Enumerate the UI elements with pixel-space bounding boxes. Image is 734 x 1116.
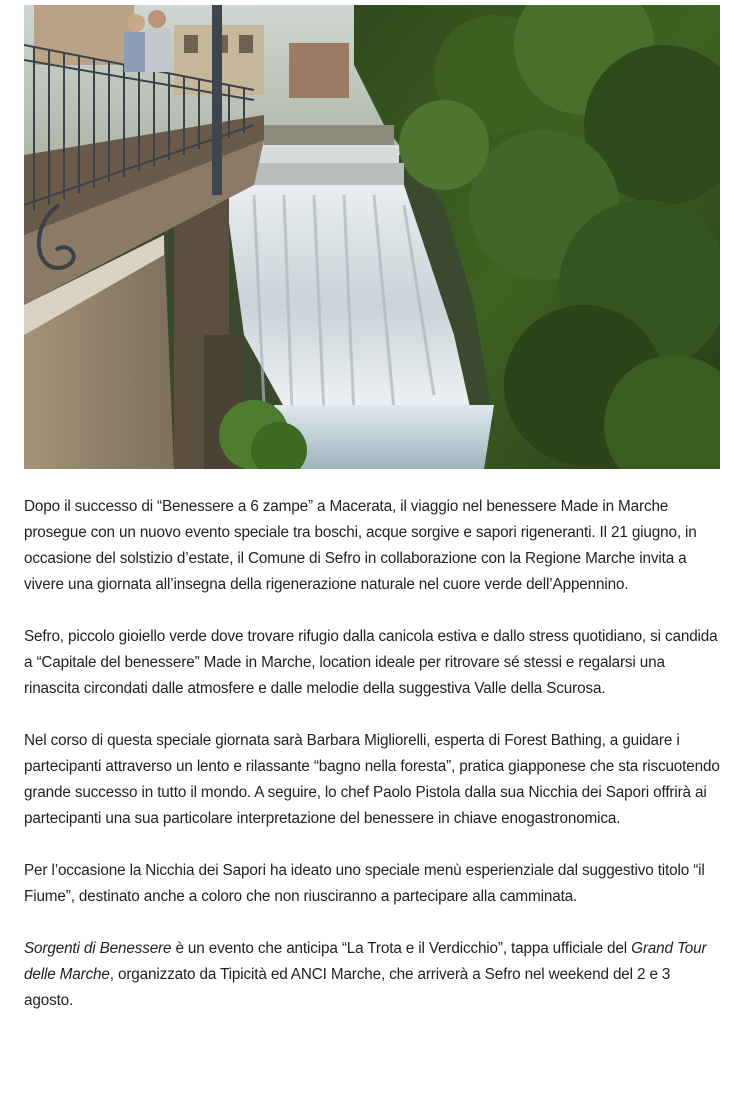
event-name-italic: Sorgenti di Benessere <box>24 940 172 957</box>
paragraph-4 <box>24 858 720 910</box>
paragraph-3 <box>24 728 720 832</box>
paragraph-5-text-a: è un evento che anticipa “La Trota e il Verdicchio”, tappa ufficiale del <box>171 940 632 957</box>
paragraph-3-text: Nel corso di questa speciale giornata sarà Barbara Migliorelli, esperta di Forest Bathing, a guidare i partecipanti attraverso un lento e rilassante “bagno nella foresta”, pratica giapponese che sta riscuotendo grande successo in tutto il mondo. A seguire, lo chef Paolo Pistola dalla sua Nicchia dei Sapori offrirà ai partecipanti una sua particolare interpretazione del benessere in chiave enogastronomica. <box>24 732 720 827</box>
paragraph-5 <box>24 936 720 1014</box>
paragraph-2 <box>24 624 720 702</box>
paragraph-1-text: Dopo il successo di “Benessere a 6 zampe” a Macerata, il viaggio nel benessere Made in Marche prosegue con un nuovo evento speciale tra boschi, acque sorgive e sapori rigeneranti. Il 21 giugno, in occasione del solstizio d’estate, il Comune di Sefro in collaborazione con la Regione Marche invita a vivere una giornata all’insegna della rigenerazione naturale nel cuore verde dell’Appennino. <box>24 498 697 593</box>
article-body <box>24 494 720 1040</box>
paragraph-4-text: Per l’occasione la Nicchia dei Sapori ha ideato uno speciale menù esperienziale dal suggestivo titolo “il Fiume”, destinato anche a coloro che non riusciranno a partecipare alla camminata. <box>24 862 705 905</box>
waterfall-photo <box>24 5 720 469</box>
tour-name-italic: Grand Tour delle Marche <box>24 940 707 983</box>
paragraph-5-text-b: , organizzato da Tipicità ed ANCI Marche, che arriverà a Sefro nel weekend del 2 e 3 agosto. <box>24 966 671 1009</box>
paragraph-1 <box>24 494 720 598</box>
paragraph-2-text: Sefro, piccolo gioiello verde dove trovare rifugio dalla canicola estiva e dallo stress quotidiano, si candida a “Capitale del benessere” Made in Marche, location ideale per ritrovare sé stessi e regalarsi una rinascita circondati dalle atmosfere e dalle melodie della suggestiva Valle della Scurosa. <box>24 628 718 697</box>
